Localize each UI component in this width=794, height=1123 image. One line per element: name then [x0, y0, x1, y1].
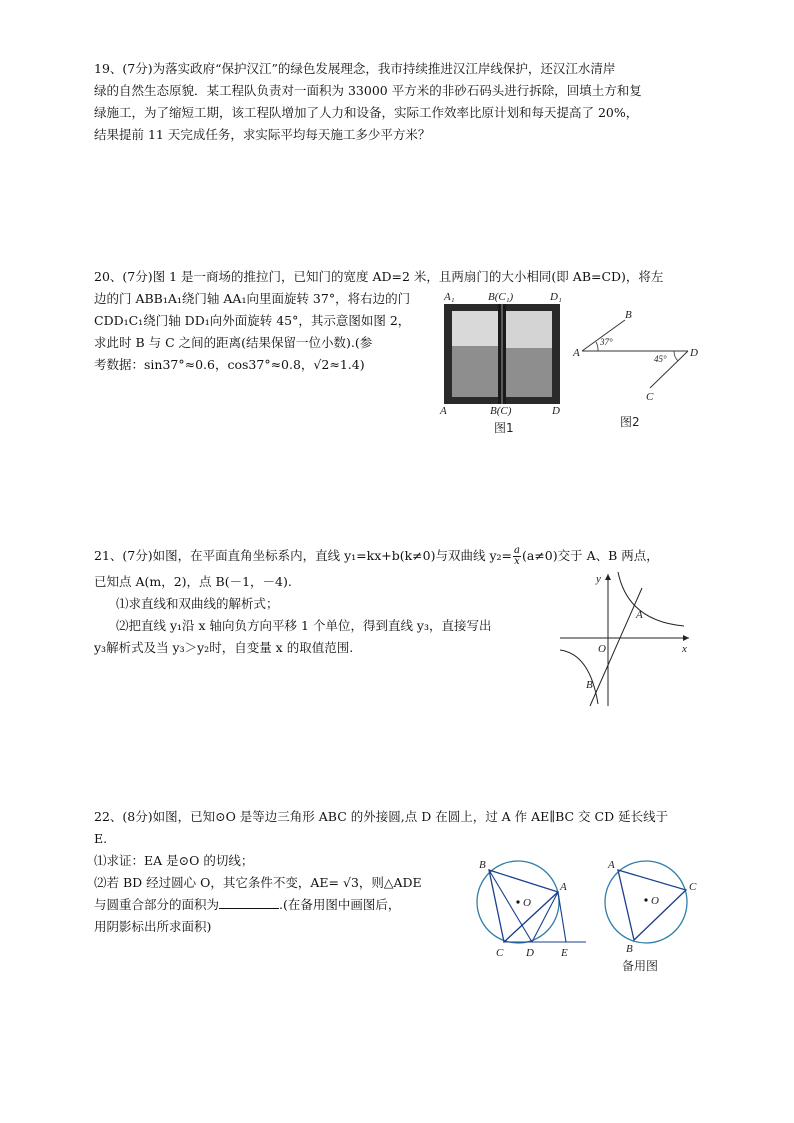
q22-line-1: 22、(8分)如图，已知⊙O 是等边三角形 ABC 的外接圆,点 D 在圆上，过 A 作 AE∥BC 交 CD 延长线于 — [94, 809, 669, 824]
q22-line-2: E. — [94, 831, 108, 846]
q22-line-5-end: .(在备用图中画图后， — [279, 897, 401, 912]
hyperbola-branch-2 — [560, 650, 598, 704]
q22-line-5-start: 与圆重合部分的面积为 — [94, 897, 220, 912]
label-x: x — [682, 643, 687, 655]
q21-line-2: 已知点 A(m，2)，点 B(－1，－4). — [94, 574, 292, 589]
q20-figure-1 — [432, 286, 572, 436]
fig1-label-a1: A₁ — [444, 291, 455, 303]
angle-37-arc — [596, 342, 598, 351]
spare-label-a: A — [608, 859, 615, 871]
fig2-label-d: D — [690, 347, 698, 359]
label-origin: O — [598, 643, 606, 655]
q22-line-6: 用阴影标出所求面积) — [94, 919, 212, 934]
spare-center-dot — [644, 898, 647, 901]
q21-line-5: y₃解析式及当 y₃＞y₂时，自变量 x 的取值范围. — [94, 640, 354, 655]
label-a: A — [636, 609, 643, 621]
q22-label-c: C — [496, 947, 504, 959]
q21-line-3: ⑴求直线和双曲线的解析式； — [116, 596, 279, 611]
q22-label-a: A — [560, 881, 567, 893]
spare-label-c: C — [689, 881, 697, 893]
hyperbola-fraction — [513, 546, 521, 567]
fig2-label-b: B — [625, 309, 632, 321]
fig1-label-bc1: B(C₁) — [488, 291, 514, 303]
answer-blank — [219, 896, 279, 909]
q22-label-b: B — [479, 859, 486, 871]
spare-caption: 备用图 — [622, 959, 659, 973]
q19-line-3: 绿施工，为了缩短工期，该工程队增加了人力和设备，实际工作效率比原计划和每天提高了 20%， — [94, 105, 639, 120]
right-door-shadow — [506, 348, 552, 397]
q20-line-1: 20、(7分)图 1 是一商场的推拉门，已知门的宽度 AD=2 米，且两扇门的大小相同(即 AB=CD)，将左 — [94, 269, 664, 284]
fig1-label-a: A — [440, 405, 447, 417]
segment-ad — [532, 892, 558, 942]
q19-line-1: 19、(7分)为落实政府“保护汉江”的绿色发展理念，我市持续推进汉江岸线保护，还汉江水清岸 — [94, 61, 616, 76]
spare-label-b: B — [626, 943, 633, 955]
fig1-label-d: D — [552, 405, 560, 417]
q22-label-e: E — [561, 947, 568, 959]
q21-line-1-end: (a≠0)交于 A、B 两点， — [521, 548, 659, 563]
question-19 — [94, 58, 642, 146]
q21-line-1 — [94, 545, 659, 567]
fig2-angle-45: 45° — [654, 354, 667, 364]
left-door-shadow — [452, 346, 498, 397]
center-dot — [516, 900, 519, 903]
q22-line-4: ⑵若 BD 经过圆心 O，其它条件不变，AE= √3，则△ADE — [94, 875, 422, 890]
label-b: B — [586, 679, 593, 691]
q22-label-o: O — [523, 897, 531, 909]
fig1-label-d1: D₁ — [550, 291, 562, 303]
segment-ca — [504, 892, 558, 942]
hyperbola-branch-1 — [618, 572, 684, 626]
q20-line-5: 考数据：sin37°≈0.6，cos37°≈0.8，√2≈1.4) — [94, 357, 365, 372]
fig2-caption: 图2 — [620, 415, 640, 429]
q21-line-1-start: 21、(7分)如图，在平面直角坐标系内，直线 y₁=kx+b(k≠0)与双曲线 y₂= — [94, 548, 513, 563]
fig2-label-a: A — [573, 347, 580, 359]
spare-label-o: O — [651, 895, 659, 907]
q20-line-4: 求此时 B 与 C 之间的距离(结果保留一位小数).(参 — [94, 335, 373, 350]
q22-figure — [470, 852, 594, 964]
spare-circle — [605, 861, 687, 943]
q22-label-d: D — [526, 947, 534, 959]
fig1-caption: 图1 — [494, 421, 514, 435]
angle-45-arc — [674, 351, 678, 361]
q19-line-4: 结果提前 11 天完成任务，求实际平均每天施工多少平方米？ — [94, 127, 431, 142]
segment-ae — [558, 892, 566, 942]
fig1-label-bc: B(C) — [490, 405, 512, 417]
q21-line-4: ⑵把直线 y₁沿 x 轴向负方向平移 1 个单位，得到直线 y₃，直接写出 — [116, 618, 492, 633]
fraction-numerator: a — [514, 545, 520, 556]
label-y: y — [596, 573, 601, 585]
fig2-angle-37: 37° — [600, 337, 613, 347]
q22-line-3: ⑴求证：EA 是⊙O 的切线； — [94, 853, 254, 868]
fig2-label-c: C — [646, 391, 654, 403]
q22-spare-figure — [598, 852, 706, 974]
q20-line-3: CDD₁C₁绕门轴 DD₁向外面旋转 45°，其示意图如图 2， — [94, 313, 411, 328]
q19-line-2: 绿的自然生态原貌．某工程队负责对一面积为 33000 平方米的非砂石码头进行拆除，回填土方和复 — [94, 83, 642, 98]
q21-figure — [556, 566, 701, 711]
fraction-denominator: x — [514, 556, 520, 567]
q20-figure-2 — [570, 300, 710, 430]
q20-line-2: 边的门 ABB₁A₁绕门轴 AA₁向里面旋转 37°，将右边的门 — [94, 291, 411, 306]
